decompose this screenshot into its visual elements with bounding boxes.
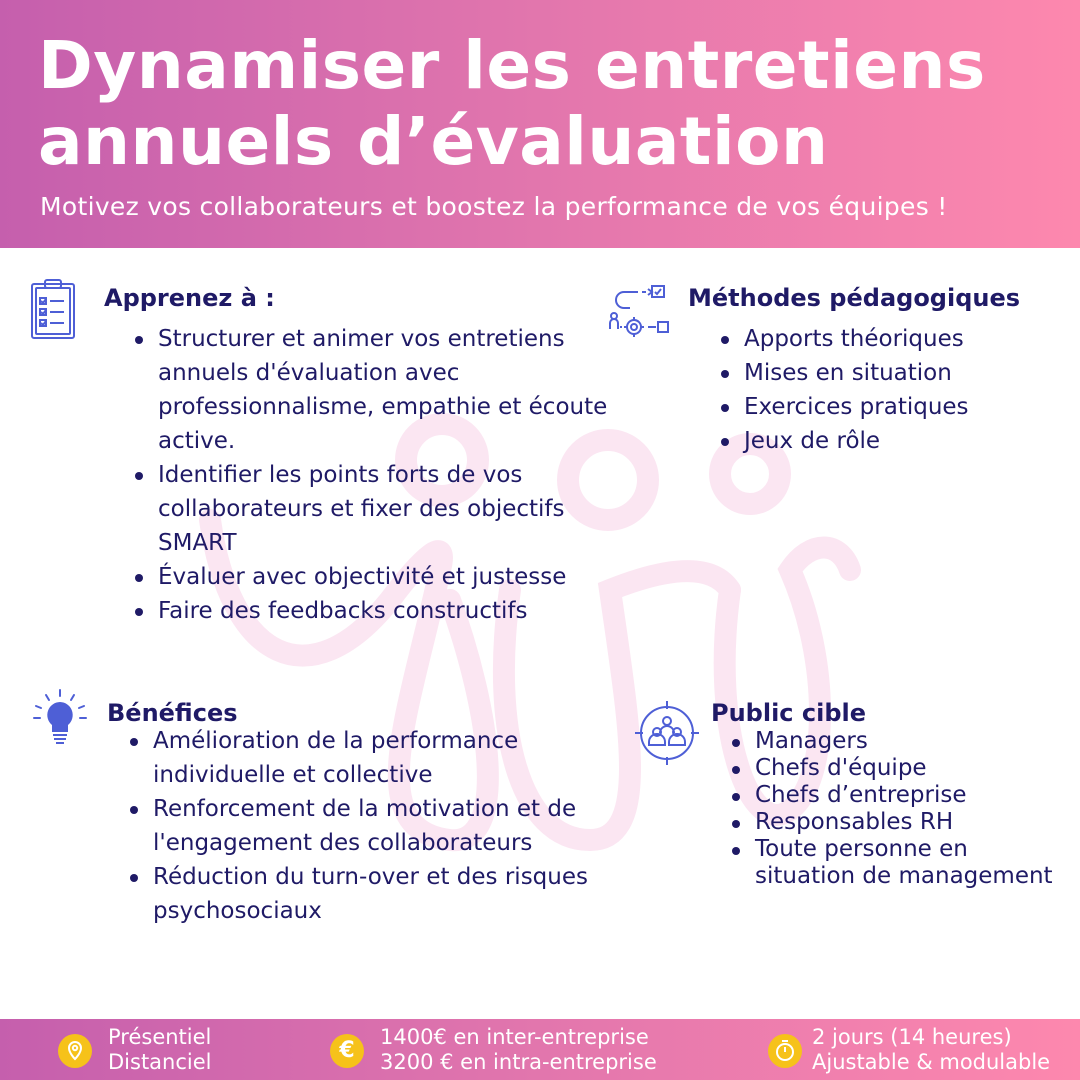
price-line-1: 1400€ en inter-entreprise	[380, 1025, 649, 1049]
lightbulb-icon	[30, 688, 90, 748]
checklist-clipboard-icon	[30, 278, 76, 340]
benefits-list	[153, 724, 613, 928]
format-line-1: Présentiel	[108, 1025, 212, 1049]
list-item: Managers	[755, 728, 1055, 755]
header-banner	[0, 0, 1080, 248]
audience-heading: Public cible	[711, 699, 867, 727]
page-title	[38, 28, 1058, 180]
learn-heading: Apprenez à :	[104, 284, 275, 312]
list-item: Identifier les points forts de vos collaborateurs et fixer des objectifs SMART	[158, 458, 608, 560]
footer-duration	[768, 1019, 1068, 1080]
list-item: Mises en situation	[744, 356, 1064, 390]
list-item: Structurer et animer vos entretiens annuels d'évaluation avec professionnalisme, empathie et écoute active.	[158, 322, 608, 458]
list-item: Apports théoriques	[744, 322, 1064, 356]
benefits-heading: Bénéfices	[107, 699, 238, 727]
list-item: Réduction du turn-over et des risques psychosociaux	[153, 860, 613, 928]
list-item: Chefs d’entreprise	[755, 782, 1055, 809]
euro-icon: €	[330, 1034, 364, 1068]
list-item: Jeux de rôle	[744, 424, 1064, 458]
footer-price	[330, 1019, 700, 1080]
list-item: Faire des feedbacks constructifs	[158, 594, 608, 628]
list-item: Responsables RH	[755, 809, 1055, 836]
learn-list	[158, 322, 608, 628]
process-workflow-icon	[608, 283, 670, 341]
format-line-2: Distanciel	[108, 1050, 212, 1074]
list-item: Évaluer avec objectivité et justesse	[158, 560, 608, 594]
methods-list	[744, 322, 1064, 458]
price-line-2: 3200 € en intra-entreprise	[380, 1050, 657, 1074]
list-item: Amélioration de la performance individuelle et collective	[153, 724, 613, 792]
duration-line-1: 2 jours (14 heures)	[812, 1025, 1012, 1049]
page-title-line-2: annuels d’évaluation	[38, 103, 829, 180]
list-item: Chefs d'équipe	[755, 755, 1055, 782]
methods-heading: Méthodes pédagogiques	[688, 284, 1021, 312]
list-item: Exercices pratiques	[744, 390, 1064, 424]
target-group-icon	[634, 700, 700, 766]
list-item: Renforcement de la motivation et de l'engagement des collaborateurs	[153, 792, 613, 860]
footer-format	[58, 1019, 298, 1080]
audience-list	[755, 728, 1055, 890]
stopwatch-icon	[768, 1034, 802, 1068]
list-item: Toute personne en situation de management	[755, 836, 1055, 890]
page-subtitle: Motivez vos collaborateurs et boostez la performance de vos équipes !	[40, 192, 948, 221]
footer-bar	[0, 1019, 1080, 1080]
duration-line-2: Ajustable & modulable	[812, 1050, 1051, 1074]
page-title-line-1: Dynamiser les entretiens	[38, 27, 986, 104]
location-pin-icon	[58, 1034, 92, 1068]
